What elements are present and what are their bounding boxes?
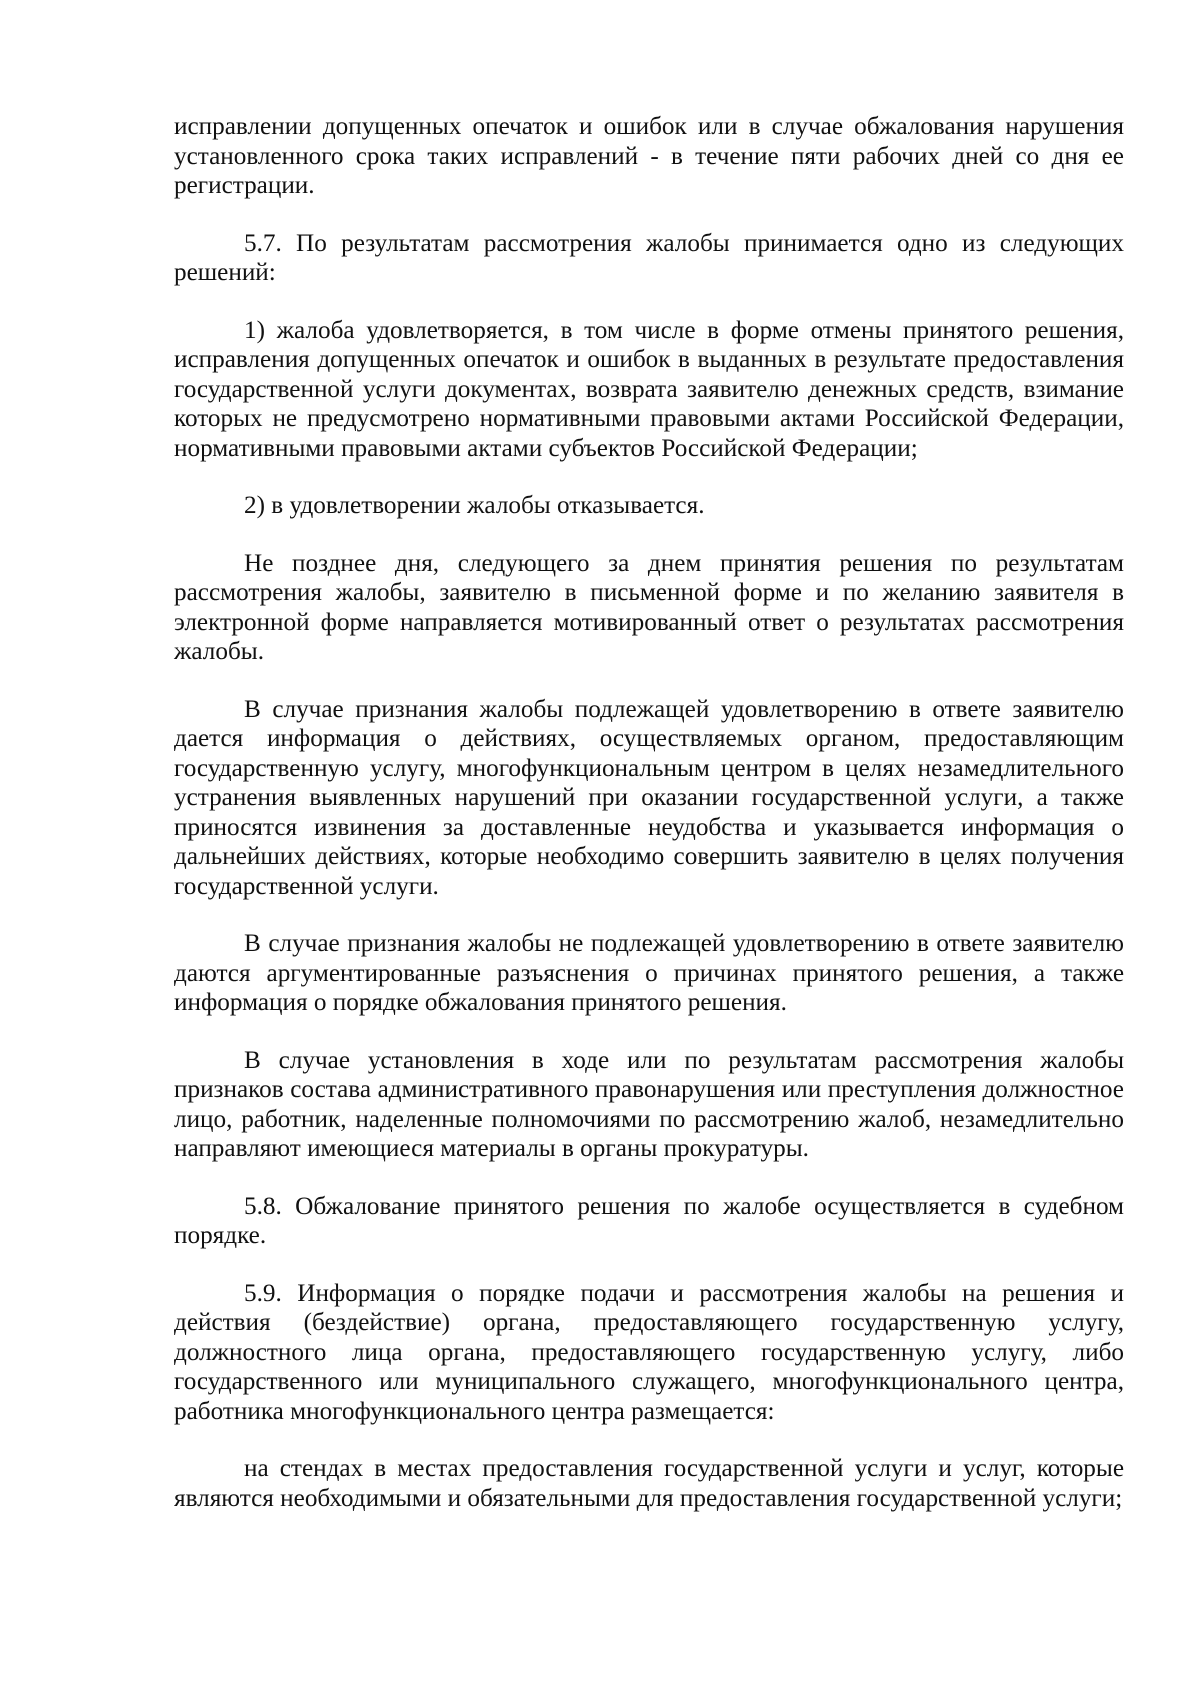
paragraph-item-1: 1) жалоба удовлетворяется, в том числе в форме отмены принятого решения, исправления допущенных опечаток и ошибок в выданных в результате предоставления государственной услуги документах, возврата заявителю денежных средств, взимание которых не предусмотрено нормативными правовыми актами Российской Федерации, нормативными правовыми актами субъектов Российской Федерации;	[174, 316, 1124, 462]
paragraph-prosecution: В случае установления в ходе или по результатам рассмотрения жалобы признаков состава административного правонарушения или преступления должностное лицо, работник, наделенные полномочиями по рассмотрению жалоб, незамедлительно направляют имеющиеся материалы в органы прокуратуры.	[174, 1046, 1124, 1162]
paragraph-5-9: 5.9. Информация о порядке подачи и рассмотрения жалобы на решения и действия (бездействие) органа, предоставляющего государственную услугу, должностного лица органа, предоставляющего государственную услугу, либо государственного или муниципального служащего, многофункционального центра, работника многофункционального центра размещается:	[174, 1279, 1124, 1425]
paragraph-response-deadline: Не позднее дня, следующего за днем принятия решения по результатам рассмотрения жалобы, заявителю в письменной форме и по желанию заявителя в электронной форме направляется мотивированный ответ о результатах рассмотрения жалобы.	[174, 549, 1124, 665]
paragraph-5-8: 5.8. Обжалование принятого решения по жалобе осуществляется в судебном порядке.	[174, 1192, 1124, 1249]
paragraph-complaint-upheld: В случае признания жалобы подлежащей удовлетворению в ответе заявителю дается информация о действиях, осуществляемых органом, предоставляющим государственную услугу, многофункциональным центром в целях незамедлительного устранения выявленных нарушений при оказании государственной услуги, а также приносятся извинения за доставленные неудобства и указывается информация о дальнейших действиях, которые необходимо совершить заявителю в целях получения государственной услуги.	[174, 695, 1124, 900]
paragraph-item-2: 2) в удовлетворении жалобы отказывается.	[244, 492, 705, 519]
document-body	[174, 112, 1124, 1541]
paragraph-stands: на стендах в местах предоставления государственной услуги и услуг, которые являются необходимыми и обязательными для предоставления государственной услуги;	[174, 1455, 1124, 1512]
paragraph-5-7: 5.7. По результатам рассмотрения жалобы принимается одно из следующих решений:	[174, 229, 1124, 286]
paragraph-complaint-rejected: В случае признания жалобы не подлежащей удовлетворению в ответе заявителю даются аргументированные разъяснения о причинах принятого решения, а также информация о порядке обжалования принятого решения.	[174, 930, 1124, 1016]
paragraph-continuation: исправлении допущенных опечаток и ошибок или в случае обжалования нарушения установленного срока таких исправлений - в течение пяти рабочих дней со дня ее регистрации.	[174, 113, 1124, 199]
